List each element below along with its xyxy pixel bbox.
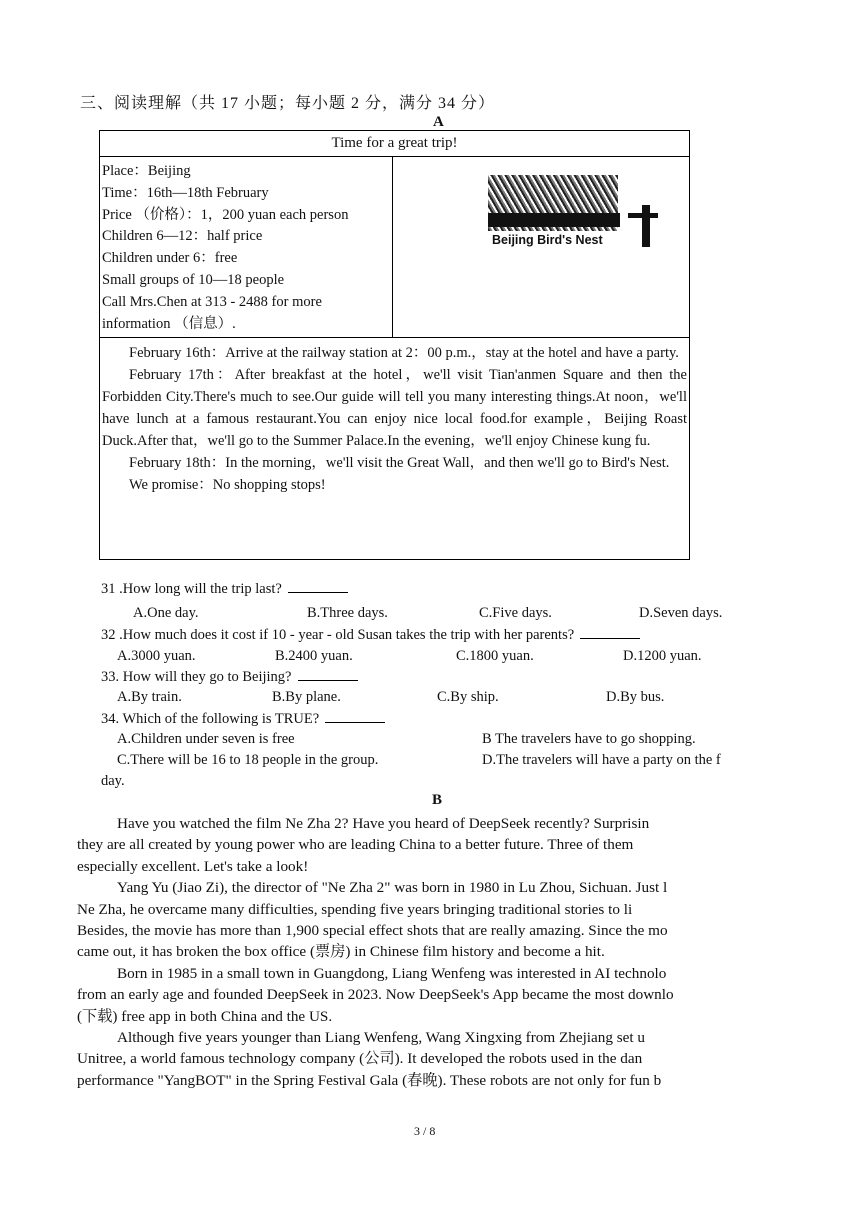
ad-info-line: Children 6—12：half price (102, 228, 263, 245)
ad-info-line: information （信息）. (102, 315, 236, 332)
option-34c[interactable]: C.There will be 16 to 18 people in the group. (117, 752, 379, 768)
option-31b[interactable]: B.Three days. (307, 605, 388, 621)
ad-title: Time for a great trip! (100, 131, 689, 157)
option-34b[interactable]: B The travelers have to go shopping. (482, 731, 696, 747)
ad-image-cell (393, 157, 689, 337)
answer-blank[interactable] (325, 710, 385, 723)
passage-line: they are all created by young power who are leading China to a better future. Three of them (77, 836, 634, 854)
question-34: 34. Which of the following is TRUE? (101, 710, 385, 728)
option-34d[interactable]: D.The travelers will have a party on the f (482, 752, 721, 768)
question-33: 33. How will they go to Beijing? (101, 668, 358, 686)
reading-passage-b (77, 813, 785, 1091)
schedule-day: February 17th：After breakfast at the hotel，we'll visit Tian'anmen Square and then the Forbidden City.There's much to see.Our guide will tell you many interesting things.At noon，we'll have lunch at a famous restaurant.You can enjoy nice local food.for example，Beijing Roast Duck.After that，we'll go to the Summer Palace.In the evening，we'll enjoy Chinese kung fu. (102, 367, 687, 449)
passage-line: came out, it has broken the box office (票房) in Chinese film history and become a hit. (77, 943, 605, 961)
schedule-day: February 16th：Arrive at the railway station at 2：00 p.m.，stay at the hotel and have a party. (129, 345, 679, 361)
ad-info-line: Children under 6：free (102, 250, 238, 267)
option-31c[interactable]: C.Five days. (479, 605, 552, 621)
passage-line: Born in 1985 in a small town in Guangdong, Liang Wenfeng was interested in AI technolo (117, 964, 667, 982)
option-34d-wrap: day. (101, 773, 125, 789)
option-32c[interactable]: C.1800 yuan. (456, 648, 534, 664)
passage-line: Unitree, a world famous technology company (公司). It developed the robots used in the dan (77, 1050, 643, 1068)
ad-info-line: Price （价格）：1，200 yuan each person (102, 206, 349, 223)
answer-blank[interactable] (288, 580, 348, 593)
torch-icon (638, 199, 650, 247)
ad-top-row (100, 157, 689, 338)
option-34a[interactable]: A.Children under seven is free (117, 731, 295, 747)
image-caption: Beijing Bird's Nest (492, 233, 603, 247)
answer-blank[interactable] (580, 626, 640, 639)
option-31d[interactable]: D.Seven days. (639, 605, 723, 621)
ad-info-line: Small groups of 10—18 people (102, 271, 285, 288)
ad-info-line: Call Mrs.Chen at 313 - 2488 for more (102, 293, 322, 310)
section-title: 三、阅读理解（共 17 小题；每小题 2 分，满分 34 分） (80, 95, 496, 112)
trip-advertisement (99, 130, 690, 560)
birds-nest-image-base (488, 213, 620, 227)
ad-info-line: Place：Beijing (102, 163, 191, 179)
option-32d[interactable]: D.1200 yuan. (623, 648, 702, 664)
schedule-promise: We promise：No shopping stops! (129, 477, 326, 493)
passage-line: Ne Zha, he overcame many difficulties, spending five years bringing traditional stories to li (77, 900, 633, 918)
passage-line: especially excellent. Let's take a look! (77, 857, 309, 875)
passage-line: Have you watched the film Ne Zha 2? Have you heard of DeepSeek recently? Surprisin (117, 815, 650, 832)
ad-info (100, 157, 393, 337)
question-31: 31 .How long will the trip last? (101, 580, 348, 598)
schedule-day: February 18th：In the morning，we'll visit the Great Wall，and then we'll go to Bird's Nest. (129, 455, 670, 471)
passage-line: Yang Yu (Jiao Zi), the director of "Ne Zha 2" was born in 1980 in Lu Zhou, Sichuan. Just l (117, 879, 668, 897)
part-a-heading: A (433, 114, 444, 130)
option-33a[interactable]: A.By train. (117, 689, 182, 705)
question-32: 32 .How much does it cost if 10 - year - old Susan takes the trip with her parents? (101, 626, 640, 644)
passage-line: performance "YangBOT" in the Spring Festival Gala (春晚). These robots are not only for fun b (77, 1071, 662, 1089)
option-32b[interactable]: B.2400 yuan. (275, 648, 353, 664)
option-32a[interactable]: A.3000 yuan. (117, 648, 196, 664)
option-33c[interactable]: C.By ship. (437, 689, 499, 705)
ad-schedule (100, 338, 689, 496)
page-number: 3 / 8 (414, 1124, 436, 1138)
option-31a[interactable]: A.One day. (133, 605, 199, 621)
passage-line: from an early age and founded DeepSeek in 2023. Now DeepSeek's App became the most downlo (77, 986, 674, 1004)
passage-line: (下载) free app in both China and the US. (77, 1007, 333, 1025)
passage-line: Besides, the movie has more than 1,900 special effect shots that are really amazing. Since the mo (77, 922, 668, 940)
part-b-heading: B (432, 792, 443, 808)
ad-info-line: Time：16th—18th February (102, 184, 269, 201)
option-33d[interactable]: D.By bus. (606, 689, 665, 705)
answer-blank[interactable] (298, 668, 358, 681)
passage-line: Although five years younger than Liang Wenfeng, Wang Xingxing from Zhejiang set u (117, 1029, 646, 1047)
option-33b[interactable]: B.By plane. (272, 689, 341, 705)
